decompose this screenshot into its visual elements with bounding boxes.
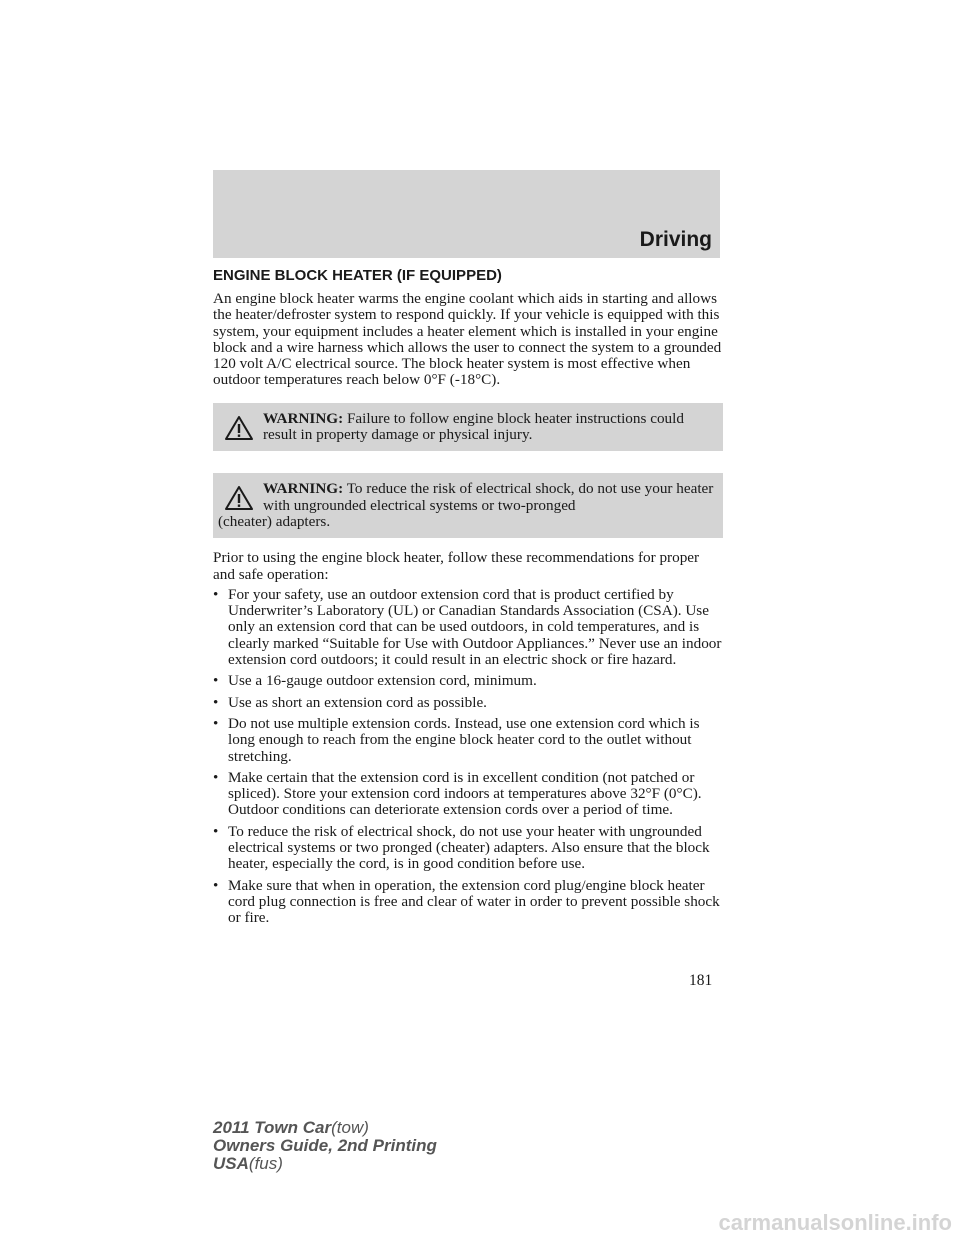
bullet-icon: • — [213, 822, 219, 840]
footer-model: 2011 Town Car — [213, 1118, 332, 1137]
list-item — [213, 695, 723, 711]
list-item — [213, 770, 723, 819]
footer-guide: Owners Guide, 2nd Printing — [213, 1136, 437, 1155]
section-title: Driving — [639, 228, 712, 251]
bullet-icon: • — [213, 585, 219, 603]
page-content — [213, 267, 723, 932]
bullet-icon: • — [213, 876, 219, 894]
list-item-text: Make certain that the extension cord is in excellent condition (not patched or spliced). Store your extension cord indoors at temperatures above 32°F (0°C). Outdoor conditions can deteriorate extension cords over a period of time. — [228, 768, 702, 819]
intro-paragraph: An engine block heater warms the engine coolant which aids in starting and allows the heater/defroster system to respond quickly. If your vehicle is equipped with this system, your equipment includes a heater element which is installed in your engine block and a wire harness which allows the user to connect the system to a grounded 120 volt A/C electrical source. The block heater system is most effective when outdoor temperatures reach below 0°F (-18°C). — [213, 290, 722, 389]
list-item-text: Do not use multiple extension cords. Instead, use one extension cord which is long enough to reach from the engine block heater cord to the outlet without stretching. — [228, 714, 700, 765]
footer-line-1 — [213, 1119, 437, 1137]
list-item — [213, 824, 723, 873]
list-item-text: For your safety, use an outdoor extension cord that is product certified by Underwriter’s Laboratory (UL) or Canadian Standards Association (CSA). Use only an extension cord that can be used outdoors, in cold temperatures, and is clearly marked “Suitable for Use with Outdoor Appliances.” Never use an indoor extension cord outdoors; it could result in an electric shock or fire hazard. — [228, 585, 722, 669]
bullet-icon: • — [213, 693, 219, 711]
page-number: 181 — [689, 972, 713, 989]
footer-line-2 — [213, 1137, 437, 1155]
warning-box-2 — [213, 473, 723, 538]
warning-label: WARNING: — [263, 480, 344, 498]
list-item-text: Use as short an extension cord as possible. — [228, 693, 487, 711]
warning-box-1 — [213, 403, 723, 452]
list-item-text: Make sure that when in operation, the extension cord plug/engine block heater cord plug connection is free and clear of water in order to prevent possible shock or fire. — [228, 876, 720, 927]
list-item-text: To reduce the risk of electrical shock, do not use your heater with ungrounded electrical systems or two pronged (cheater) adapters. Also ensure that the block heater, especially the cord, is in good condition before use. — [228, 822, 710, 873]
footer-line-3 — [213, 1155, 437, 1173]
warning-text: To reduce the risk of electrical shock, do not use your heater with ungrounded electrical systems or two-pronged — [263, 480, 714, 514]
list-item — [213, 673, 723, 689]
section-heading: ENGINE BLOCK HEATER (IF EQUIPPED) — [213, 267, 502, 284]
list-item — [213, 587, 723, 668]
recommendations-intro: Prior to using the engine block heater, follow these recommendations for proper and safe operation: — [213, 549, 700, 583]
recommendations-list — [213, 587, 723, 927]
warning-text: Failure to follow engine block heater instructions could result in property damage or physical injury. — [263, 409, 684, 444]
section-header-box — [213, 170, 720, 258]
warning-triangle-icon — [224, 415, 254, 441]
warning-text-continued: (cheater) adapters. — [218, 512, 331, 530]
warning-triangle-icon — [224, 485, 254, 511]
footer-model-code: (tow) — [331, 1118, 369, 1137]
document-footer — [213, 1119, 437, 1173]
watermark: carmanualsonline.info — [718, 1210, 952, 1235]
warning-label: WARNING: — [263, 409, 344, 427]
bullet-icon: • — [213, 672, 219, 690]
bullet-icon: • — [213, 768, 219, 786]
list-item — [213, 878, 723, 927]
list-item — [213, 716, 723, 765]
footer-market: USA — [213, 1154, 249, 1173]
list-item-text: Use a 16-gauge outdoor extension cord, minimum. — [228, 672, 537, 690]
footer-market-code: (fus) — [248, 1154, 283, 1173]
bullet-icon: • — [213, 714, 219, 732]
